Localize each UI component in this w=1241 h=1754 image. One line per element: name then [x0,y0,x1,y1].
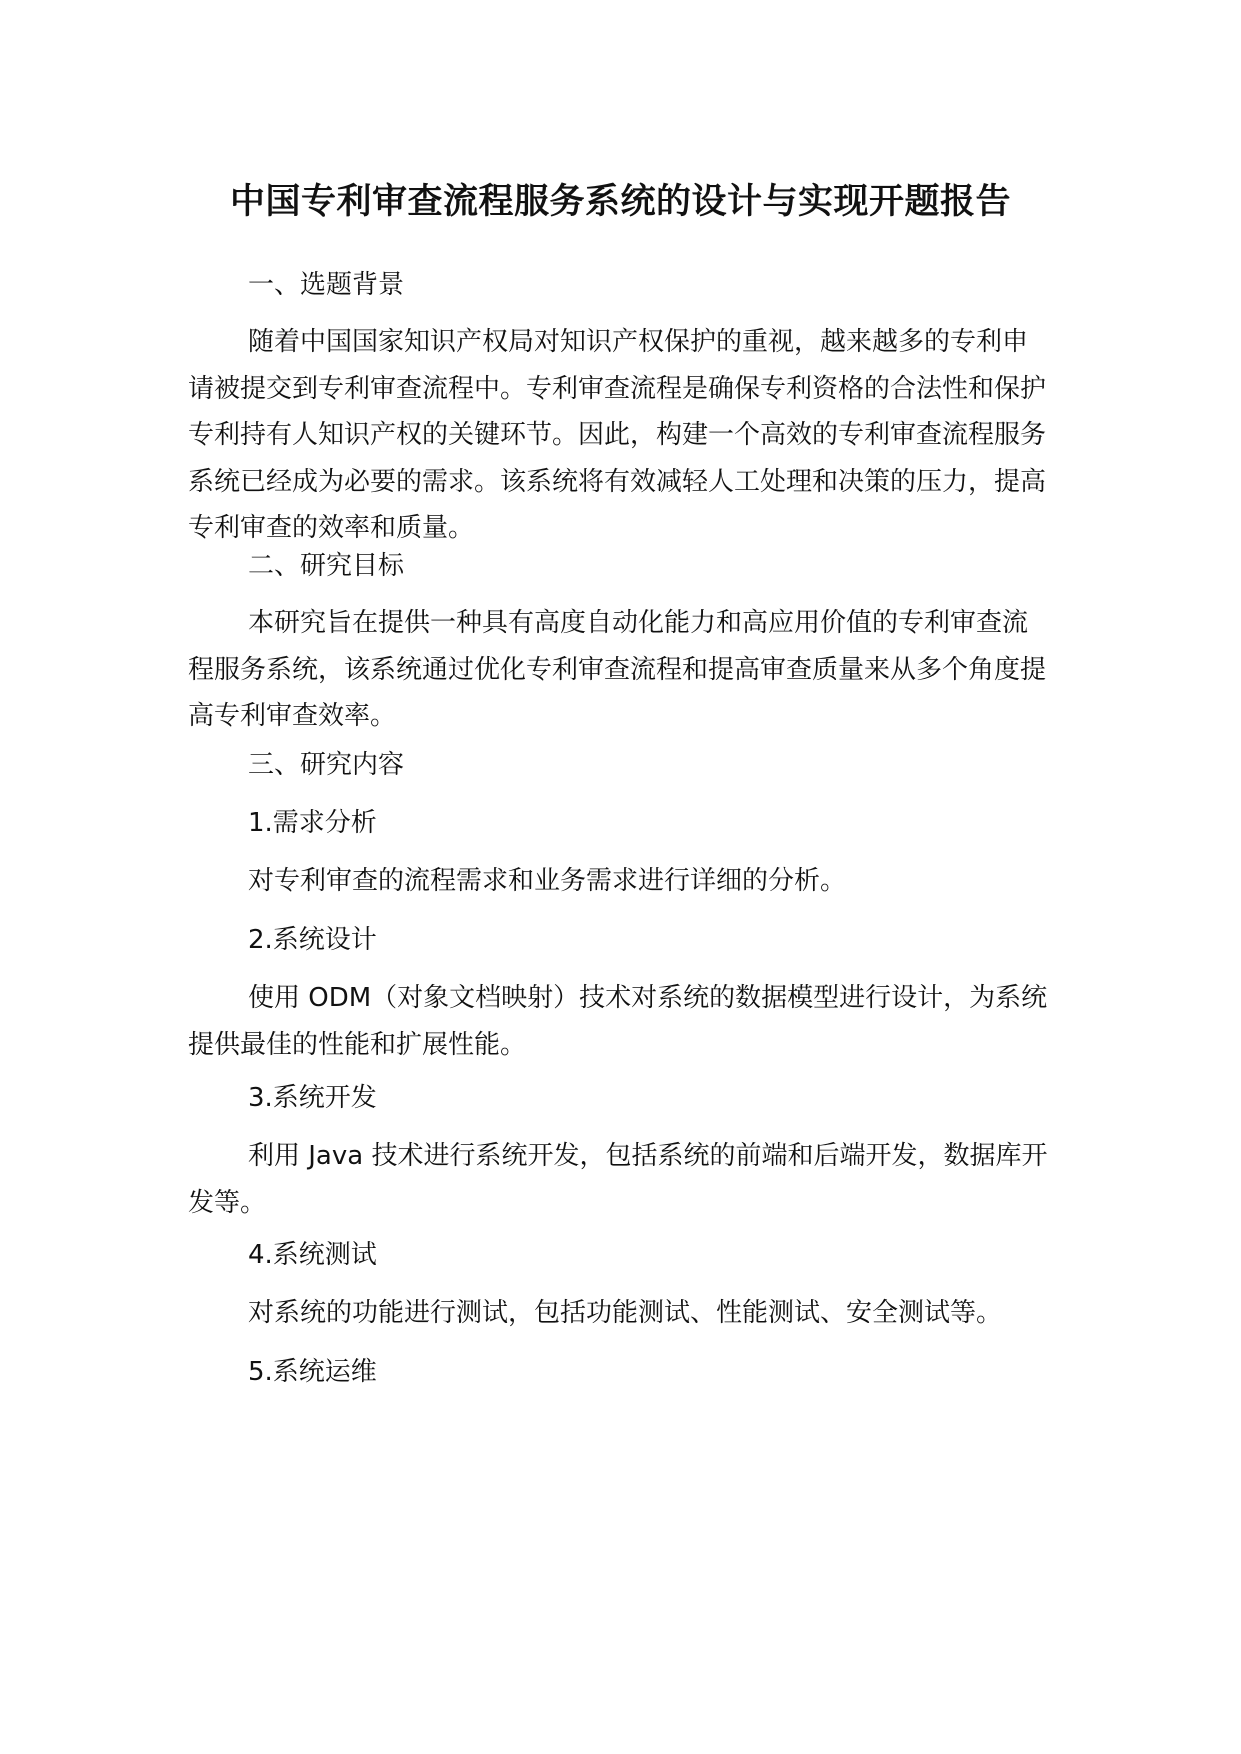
item-heading-development: 3.系统开发 [248,1083,377,1113]
item-text-development: 利用 Java 技术进行系统开发，包括系统的前端和后端开发，数据库开发等。 [188,1141,1048,1218]
document-title: 中国专利审查流程服务系统的设计与实现开题报告 [229,182,1011,222]
paragraph-objectives: 本研究旨在提供一种具有高度自动化能力和高应用价值的专利审查流程服务系统，该系统通过优化专利审查流程和提高审查质量来从多个角度提高专利审查效率。 [188,608,1047,731]
item-text-requirements: 对专利审查的流程需求和业务需求进行详细的分析。 [248,866,847,896]
paragraph-background: 随着中国国家知识产权局对知识产权保护的重视，越来越多的专利申请被提交到专利审查流程中。专利审查流程是确保专利资格的合法性和保护专利持有人知识产权的关键环节。因此，构建一个高效的专利审查流程服务系统已经成为必要的需求。该系统将有效减轻人工处理和决策的压力，提高专利审查的效率和质量。 [188,327,1047,543]
item-heading-design: 2.系统设计 [248,925,377,955]
item-text-testing: 对系统的功能进行测试，包括功能测试、性能测试、安全测试等。 [248,1298,1003,1328]
item-heading-requirements: 1.需求分析 [248,808,377,838]
section-heading-background: 一、选题背景 [248,270,405,300]
item-heading-testing: 4.系统测试 [248,1240,377,1270]
item-text-design: 使用 ODM（对象文档映射）技术对系统的数据模型进行设计，为系统提供最佳的性能和扩展性能。 [188,983,1048,1060]
item-heading-operations: 5.系统运维 [248,1357,377,1387]
section-heading-objectives: 二、研究目标 [248,551,405,581]
section-heading-content: 三、研究内容 [248,750,405,780]
